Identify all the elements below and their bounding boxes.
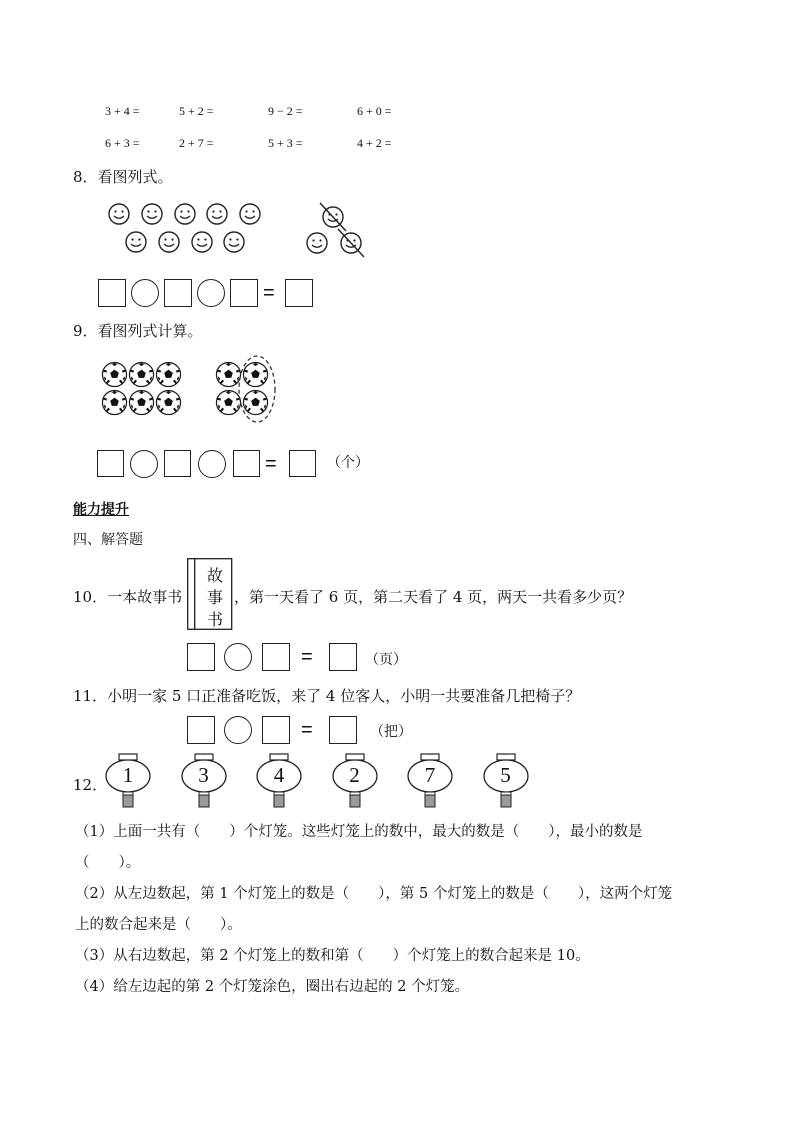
question-12-part-2-line-1: （2）从左边数起，第 1 个灯笼上的数是（ ），第 5 个灯笼上的数是（ ），这两个灯笼: [75, 886, 673, 902]
book-char: 书: [207, 610, 224, 629]
lantern: [250, 753, 308, 809]
soccer-ball-icon: [155, 389, 182, 416]
question-8-title: 8．看图列式。: [73, 168, 173, 186]
unit-label: （页）: [365, 652, 407, 668]
question-9-title: 9．看图列式计算。: [73, 322, 203, 340]
smiley-face-icon: [306, 232, 328, 254]
operator-circle[interactable]: [224, 716, 252, 744]
question-10-prefix: 10．一本故事书: [73, 588, 183, 606]
lantern-number: 3: [198, 763, 209, 787]
answer-box[interactable]: [187, 643, 215, 671]
soccer-ball-icon: [128, 389, 155, 416]
lantern: [401, 753, 459, 809]
equation-7: 5 + 3 =: [268, 136, 303, 150]
result-box[interactable]: [289, 450, 316, 477]
section-heading: 能力提升: [73, 502, 129, 518]
smiley-face-icon: [191, 231, 213, 253]
result-box[interactable]: [329, 643, 357, 671]
smiley-face-icon: [239, 203, 261, 225]
smiley-face-icon: [223, 231, 245, 253]
equals-sign: =: [301, 719, 313, 741]
equation-3: 9 − 2 =: [268, 104, 303, 118]
answer-box[interactable]: [187, 716, 215, 744]
equation-2: 5 + 2 =: [179, 104, 214, 118]
operator-circle[interactable]: [224, 643, 252, 671]
lantern-number: 2: [349, 763, 360, 787]
answer-box[interactable]: [262, 643, 290, 671]
answer-box[interactable]: [97, 450, 124, 477]
question-10-text: ，第一天看了 6 页，第二天看了 4 页，两天一共看多少页？: [234, 588, 633, 606]
result-box[interactable]: [285, 279, 313, 307]
operator-circle[interactable]: [197, 279, 225, 307]
question-12-part-4: （4）给左边起的第 2 个灯笼涂色，圈出右边起的 2 个灯笼。: [75, 979, 470, 995]
lantern-number: 1: [122, 763, 134, 787]
soccer-ball-icon: [128, 361, 155, 388]
answer-box[interactable]: [164, 450, 191, 477]
soccer-ball-icon: [101, 389, 128, 416]
dashed-circle-marker: [236, 354, 278, 424]
equation-5: 6 + 3 =: [105, 136, 140, 150]
lantern-number: 7: [424, 763, 436, 787]
unit-label: （把）: [370, 724, 412, 740]
soccer-ball-icon: [155, 361, 182, 388]
question-12-part-2-line-2: 上的数合起来是（ ）。: [75, 917, 242, 933]
smiley-face-icon: [206, 203, 228, 225]
answer-box[interactable]: [262, 716, 290, 744]
operator-circle[interactable]: [130, 450, 158, 478]
equals-sign: =: [263, 282, 275, 304]
lantern: [175, 753, 233, 809]
equation-4: 6 + 0 =: [357, 104, 392, 118]
question-12-label: 12．: [73, 776, 108, 794]
book-char: 事: [207, 588, 224, 607]
answer-box[interactable]: [230, 279, 258, 307]
equals-sign: =: [301, 646, 313, 668]
question-11-text: 11．小明一家 5 口正准备吃饭，来了 4 位客人，小明一共要准备几把椅子？: [73, 687, 581, 705]
lantern-number: 5: [500, 763, 511, 787]
storybook-icon: [187, 558, 233, 630]
question-12-part-3: （3）从右边数起，第 2 个灯笼上的数和第（ ）个灯笼上的数合起来是 10。: [75, 948, 590, 964]
equation-8: 4 + 2 =: [357, 136, 392, 150]
equals-sign: =: [265, 453, 277, 475]
operator-circle[interactable]: [131, 279, 159, 307]
book-char: 故: [207, 566, 224, 585]
unit-label: （个）: [327, 455, 369, 471]
soccer-ball-icon: [101, 361, 128, 388]
question-12-part-1-line-2: （ ）。: [75, 855, 141, 871]
smiley-face-icon: [158, 231, 180, 253]
smiley-face-icon: [108, 203, 130, 225]
equation-6: 2 + 7 =: [179, 136, 214, 150]
lantern: [99, 753, 157, 809]
lantern: [326, 753, 384, 809]
result-box[interactable]: [329, 716, 357, 744]
equation-1: 3 + 4 =: [105, 104, 140, 118]
smiley-face-icon: [141, 203, 163, 225]
answer-box[interactable]: [98, 279, 126, 307]
answer-box[interactable]: [233, 450, 260, 477]
smiley-face-icon: [174, 203, 196, 225]
question-12-part-1-line-1: （1）上面一共有（ ）个灯笼。这些灯笼上的数中，最大的数是（ ），最小的数是: [75, 824, 643, 840]
answer-box[interactable]: [164, 279, 192, 307]
lantern: [477, 753, 535, 809]
operator-circle[interactable]: [198, 450, 226, 478]
smiley-face-icon: [125, 231, 147, 253]
cross-out-line: [334, 226, 368, 260]
lantern-number: 4: [273, 763, 285, 787]
section-subheading: 四、解答题: [73, 532, 143, 548]
